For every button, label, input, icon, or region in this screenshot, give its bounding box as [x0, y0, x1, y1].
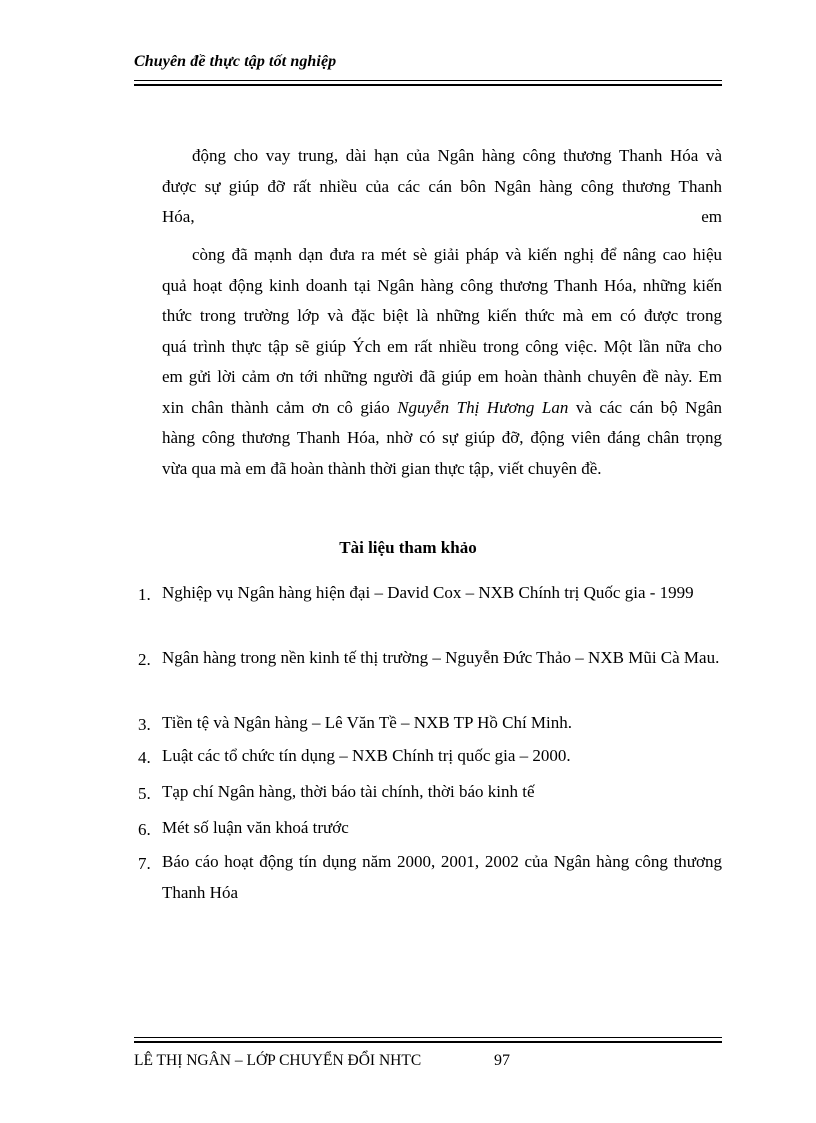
paragraph-line: được sự giúp đỡ rất nhiều của các cán bôn Ngân hàng công thương Thanh: [162, 176, 722, 196]
reference-item-6: [138, 813, 722, 844]
reference-text: Tạp chí Ngân hàng, thời báo tài chính, thời báo kinh tế: [162, 782, 535, 801]
page-number: 97: [494, 1052, 510, 1069]
paragraph-line: còng đã mạnh dạn đưa ra mét sè giải pháp và kiến nghị để nâng cao hiệu: [192, 245, 722, 264]
header-title: Chuyên đề thực tập tốt nghiệp: [134, 53, 337, 70]
reference-text: Tiền tệ và Ngân hàng – Lê Văn Tề – NXB TP Hồ Chí Minh.: [162, 713, 573, 732]
reference-item-7: [138, 847, 722, 908]
paragraph-line: vừa qua mà em đã hoàn thành thời gian thực tập, viết chuyên đề.: [162, 458, 602, 478]
paragraph-line: hàng công thương Thanh Hóa, nhờ có sự giúp đỡ, động viên đáng chân trọng: [162, 428, 722, 447]
header-rule-thin: [134, 80, 722, 81]
header-rule-thick: [134, 84, 722, 86]
reference-number: 1.: [138, 585, 151, 604]
paragraph-line: thức trong trường lớp và đặc biệt là những kiến thức mà em có được trong: [162, 306, 722, 325]
reference-item-2: [138, 643, 722, 674]
reference-text: Mét số luận văn khoá trước: [162, 818, 349, 837]
reference-number: 4.: [138, 748, 151, 767]
paragraph-2: [162, 240, 722, 484]
paragraph-line: Hóa, em: [162, 207, 722, 226]
line-text-before: xin chân thành cảm ơn cô giáo: [162, 397, 390, 417]
reference-number: 6.: [138, 820, 151, 839]
reference-number: 2.: [138, 650, 151, 669]
reference-number: 7.: [138, 854, 151, 873]
line-text-after: và các cán bộ Ngân: [575, 397, 722, 417]
paragraph-line: động cho vay trung, dài hạn của Ngân hàng công thương Thanh Hóa và: [192, 146, 722, 165]
paragraph-line-teacher: [162, 393, 722, 424]
reference-text: Ngân hàng trong nền kinh tế thị trường – Nguyễn Đức Thảo – NXB Mũi Cà Mau.: [162, 648, 720, 667]
teacher-name: Nguyễn Thị Hương Lan: [397, 397, 569, 417]
footer-rule-thick: [134, 1041, 722, 1043]
footer-rule-thin-top: [134, 1037, 722, 1038]
reference-number: 5.: [138, 784, 151, 803]
paragraph-line: quả hoạt động kinh doanh tại Ngân hàng công thương Thanh Hóa, những kiến: [162, 275, 722, 295]
reference-number: 3.: [138, 715, 151, 734]
reference-text: Luật các tổ chức tín dụng – NXB Chính trị quốc gia – 2000.: [162, 746, 571, 765]
footer-author: LÊ THỊ NGÂN – LỚP CHUYỂN ĐỔI NHTC: [134, 1052, 422, 1069]
reference-text: Nghiệp vụ Ngân hàng hiện đại – David Cox – NXB Chính trị Quốc gia - 1999: [162, 583, 694, 602]
reference-item-5: [138, 777, 722, 808]
reference-item-1: [138, 578, 722, 609]
reference-text: Báo cáo hoạt động tín dụng năm 2000, 2001, 2002 của Ngân hàng công thương Thanh Hóa: [162, 852, 722, 902]
reference-item-4: [138, 741, 722, 772]
references-title: Tài liệu tham khảo: [339, 538, 477, 557]
paragraph-line: quá trình thực tập sẽ giúp Ých em rất nhiều trong công việc. Một lần nữa cho: [162, 336, 722, 356]
paragraph-1: [162, 141, 722, 233]
paragraph-line: em gửi lời cảm ơn tới những người đã giúp em hoàn thành chuyên đề này. Em: [162, 367, 722, 386]
reference-item-3: [138, 708, 722, 739]
